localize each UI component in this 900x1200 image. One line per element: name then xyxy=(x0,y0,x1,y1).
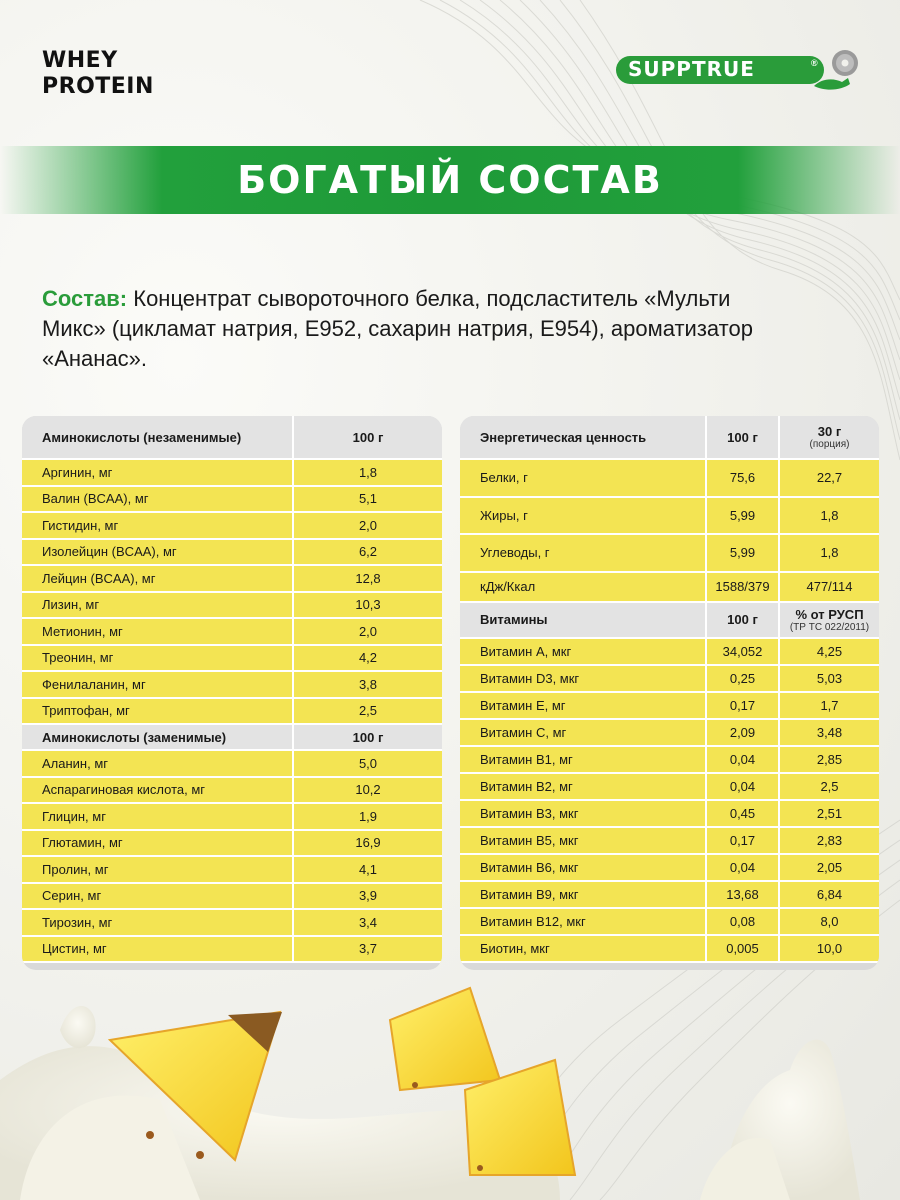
amino-name: Метионин, мг xyxy=(22,619,292,646)
amino-name: Пролин, мг xyxy=(22,857,292,884)
nutrient-name: Биотин, мкг xyxy=(460,936,705,963)
section-title: Энергетическая ценность xyxy=(460,416,705,460)
amino-value: 12,8 xyxy=(292,566,442,593)
amino-value: 16,9 xyxy=(292,831,442,858)
nutrient-value-portion: 2,83 xyxy=(778,828,879,855)
table-row xyxy=(460,855,879,882)
product-title xyxy=(42,48,154,100)
nutrient-value-100g: 5,99 xyxy=(705,498,778,536)
nutrient-value-100g: 0,04 xyxy=(705,855,778,882)
table-row xyxy=(460,498,879,536)
nutrient-name: Витамин В3, мкг xyxy=(460,801,705,828)
nutrient-name: Витамин В9, мкг xyxy=(460,882,705,909)
table-row xyxy=(460,535,879,573)
amino-value: 2,0 xyxy=(292,513,442,540)
amino-name: Триптофан, мг xyxy=(22,699,292,726)
nutrient-value-100g: 0,25 xyxy=(705,666,778,693)
nutrient-name: Витамин В2, мг xyxy=(460,774,705,801)
amino-name: Глицин, мг xyxy=(22,804,292,831)
table-row xyxy=(22,619,442,646)
table-row xyxy=(22,751,442,778)
nutrient-name: кДж/Ккал xyxy=(460,573,705,603)
table-row xyxy=(22,831,442,858)
disc-weight-icon xyxy=(830,48,860,78)
pineapple-milk-splash-image xyxy=(0,960,900,1200)
nutrient-value-100g: 5,99 xyxy=(705,535,778,573)
table-header-row xyxy=(460,603,879,639)
column-header-main: 30 г xyxy=(817,424,842,439)
nutrient-value-portion: 5,03 xyxy=(778,666,879,693)
column-header xyxy=(778,603,879,639)
table-row xyxy=(460,909,879,936)
nutrient-value-portion: 2,05 xyxy=(778,855,879,882)
nutrient-value-portion: 22,7 xyxy=(778,460,879,498)
nutrient-value-100g: 0,005 xyxy=(705,936,778,963)
amino-value: 3,8 xyxy=(292,672,442,699)
amino-name: Валин (BCAA), мг xyxy=(22,487,292,514)
table-header-row xyxy=(22,725,442,751)
amino-value: 3,9 xyxy=(292,884,442,911)
nutrient-name: Жиры, г xyxy=(460,498,705,536)
table-row xyxy=(22,566,442,593)
title-banner xyxy=(0,146,900,214)
amino-value: 3,7 xyxy=(292,937,442,964)
amino-name: Лизин, мг xyxy=(22,593,292,620)
nutrient-value-100g: 13,68 xyxy=(705,882,778,909)
table-row xyxy=(22,857,442,884)
table-row xyxy=(22,540,442,567)
amino-name: Серин, мг xyxy=(22,884,292,911)
amino-name: Аргинин, мг xyxy=(22,460,292,487)
product-title-line1: WHEY xyxy=(42,48,118,73)
table-header-row xyxy=(460,416,879,460)
nutrient-value-100g: 2,09 xyxy=(705,720,778,747)
nutrient-name: Витамин А, мкг xyxy=(460,639,705,666)
table-row xyxy=(22,593,442,620)
table-row xyxy=(460,882,879,909)
nutrient-name: Витамин В5, мкг xyxy=(460,828,705,855)
column-header: 100 г xyxy=(292,416,442,460)
amino-value: 2,5 xyxy=(292,699,442,726)
table-row xyxy=(460,936,879,963)
amino-name: Аланин, мг xyxy=(22,751,292,778)
amino-acids-panel xyxy=(22,416,442,970)
table-row xyxy=(460,828,879,855)
nutrient-value-100g: 0,17 xyxy=(705,828,778,855)
nutrient-name: Витамин В6, мкг xyxy=(460,855,705,882)
table-row xyxy=(22,778,442,805)
nutrient-value-portion: 2,5 xyxy=(778,774,879,801)
nutrient-value-portion: 1,8 xyxy=(778,535,879,573)
composition-label: Состав: xyxy=(42,286,128,311)
table-row xyxy=(460,801,879,828)
nutrient-value-portion: 3,48 xyxy=(778,720,879,747)
nutrient-value-100g: 0,17 xyxy=(705,693,778,720)
amino-value: 1,9 xyxy=(292,804,442,831)
nutrient-value-100g: 34,052 xyxy=(705,639,778,666)
banner-title: БОГАТЫЙ СОСТАВ xyxy=(237,158,663,202)
composition-text xyxy=(42,284,762,374)
nutrient-value-portion: 8,0 xyxy=(778,909,879,936)
column-header: 100 г xyxy=(292,725,442,751)
table-row xyxy=(460,666,879,693)
amino-acids-table xyxy=(22,416,442,963)
table-row xyxy=(22,646,442,673)
logo-registered-mark: ® xyxy=(811,58,818,68)
nutrient-value-100g: 75,6 xyxy=(705,460,778,498)
amino-value: 4,2 xyxy=(292,646,442,673)
table-row xyxy=(22,487,442,514)
nutrient-name: Витамин С, мг xyxy=(460,720,705,747)
nutrient-value-portion: 2,51 xyxy=(778,801,879,828)
table-header-row xyxy=(22,416,442,460)
nutrient-value-100g: 0,08 xyxy=(705,909,778,936)
brand-logo xyxy=(616,46,862,92)
nutrient-value-100g: 0,04 xyxy=(705,774,778,801)
amino-name: Тирозин, мг xyxy=(22,910,292,937)
table-row xyxy=(460,573,879,603)
column-header: 100 г xyxy=(705,603,778,639)
table-row xyxy=(22,804,442,831)
amino-value: 4,1 xyxy=(292,857,442,884)
nutrient-name: Углеводы, г xyxy=(460,535,705,573)
nutrient-name: Витамин В1, мг xyxy=(460,747,705,774)
nutrient-value-portion: 1,7 xyxy=(778,693,879,720)
amino-value: 1,8 xyxy=(292,460,442,487)
nutrient-value-100g: 1588/379 xyxy=(705,573,778,603)
amino-value: 10,3 xyxy=(292,593,442,620)
nutrient-value-portion: 477/114 xyxy=(778,573,879,603)
amino-name: Изолейцин (BCAA), мг xyxy=(22,540,292,567)
table-row xyxy=(22,910,442,937)
column-header-note: (ТР ТС 022/2011) xyxy=(789,621,870,633)
nutrient-value-100g: 0,45 xyxy=(705,801,778,828)
column-header-main: % от РУСП xyxy=(795,606,864,622)
nutrient-name: Витамин В12, мкг xyxy=(460,909,705,936)
amino-value: 10,2 xyxy=(292,778,442,805)
nutrition-table xyxy=(460,416,879,963)
nutrient-name: Витамин Е, мг xyxy=(460,693,705,720)
table-row xyxy=(460,774,879,801)
product-title-line2: PROTEIN xyxy=(42,74,154,99)
nutrient-name: Витамин D3, мкг xyxy=(460,666,705,693)
amino-value: 2,0 xyxy=(292,619,442,646)
amino-value: 5,1 xyxy=(292,487,442,514)
amino-value: 3,4 xyxy=(292,910,442,937)
nutrient-value-portion: 1,8 xyxy=(778,498,879,536)
section-title: Аминокислоты (незаменимые) xyxy=(22,416,292,460)
nutrition-panel xyxy=(460,416,879,970)
table-row xyxy=(22,672,442,699)
bicep-icon xyxy=(812,76,852,92)
table-row xyxy=(460,639,879,666)
table-row xyxy=(22,460,442,487)
nutrient-value-100g: 0,04 xyxy=(705,747,778,774)
table-row xyxy=(22,937,442,964)
table-row xyxy=(460,693,879,720)
amino-name: Гистидин, мг xyxy=(22,513,292,540)
section-title: Аминокислоты (заменимые) xyxy=(22,725,292,751)
table-row xyxy=(460,460,879,498)
column-header-note: (порция) xyxy=(809,439,850,450)
section-title: Витамины xyxy=(460,603,705,639)
column-header xyxy=(778,416,879,460)
amino-name: Фенилаланин, мг xyxy=(22,672,292,699)
amino-name: Аспарагиновая кислота, мг xyxy=(22,778,292,805)
amino-name: Лейцин (BCAA), мг xyxy=(22,566,292,593)
nutrient-value-portion: 4,25 xyxy=(778,639,879,666)
nutrient-value-portion: 6,84 xyxy=(778,882,879,909)
nutrient-value-portion: 10,0 xyxy=(778,936,879,963)
table-row xyxy=(22,884,442,911)
table-row xyxy=(460,747,879,774)
logo-text: SUPPTRUE xyxy=(628,57,755,81)
column-header: 100 г xyxy=(705,416,778,460)
composition-body: Концентрат сывороточного белка, подсластитель «Мульти Микс» (цикламат натрия, Е952, сахарин натрия, Е954), ароматизатор «Ананас». xyxy=(42,286,753,371)
amino-name: Глютамин, мг xyxy=(22,831,292,858)
table-row xyxy=(22,699,442,726)
table-row xyxy=(22,513,442,540)
table-row xyxy=(460,720,879,747)
amino-value: 6,2 xyxy=(292,540,442,567)
nutrient-name: Белки, г xyxy=(460,460,705,498)
amino-value: 5,0 xyxy=(292,751,442,778)
amino-name: Цистин, мг xyxy=(22,937,292,964)
nutrient-value-portion: 2,85 xyxy=(778,747,879,774)
amino-name: Треонин, мг xyxy=(22,646,292,673)
